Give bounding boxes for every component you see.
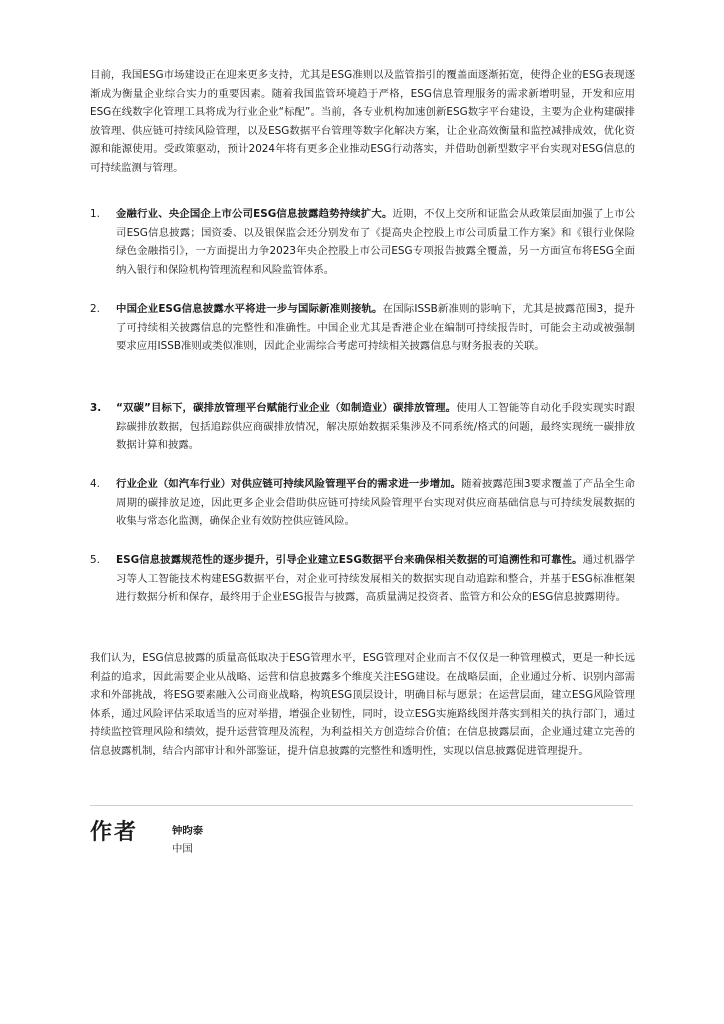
list-item-number: 2.: [90, 303, 100, 315]
list-item-lead: 行业企业（如汽车行业）对供应链可持续风险管理平台的需求进一步增加。: [116, 478, 462, 490]
list-item-text: 随着披露范围3要求覆盖了产品全生命周期的碳排放足迹，因此更多企业会借助供应链可持续风险管理平台实现对供应商基础信息与可持续发展数据的收集与常态化监测，确保企业有效防控供应链风险。: [116, 478, 635, 528]
list-item: [90, 205, 635, 279]
author-heading: 作者: [90, 820, 139, 845]
section-divider: [90, 805, 633, 806]
list-item-lead: “双碳”目标下，碳排放管理平台赋能行业企业（如制造业）碳排放管理。: [116, 402, 457, 414]
list-item: [90, 475, 635, 531]
list-item-number: 4.: [90, 478, 100, 490]
list-item: [90, 399, 635, 455]
author-country: 中国: [172, 843, 193, 855]
list-item: [90, 551, 635, 607]
list-item-body: [116, 399, 635, 455]
list-item-body: [116, 551, 635, 607]
list-item-number: 1.: [90, 208, 100, 220]
list-item-body: [116, 475, 635, 531]
list-item-body: [116, 300, 635, 356]
author-name: 钟昀泰: [172, 825, 204, 837]
list-item-body: [116, 205, 635, 279]
list-item: [90, 300, 635, 356]
list-item-text: 在国际ISSB新准则的影响下，尤其是披露范围3，提升了可持续相关披露信息的完整性和准确性。中国企业尤其是香港企业在编制可持续报告时，可能会主动或被强制要求应用ISSB准则或类似准则，因此企业需综合考虑可持续相关披露信息与财务报表的关联。: [116, 303, 635, 353]
list-item-lead: ESG信息披露规范性的逐步提升，引导企业建立ESG数据平台来确保相关数据的可追溯性和可靠性。: [116, 554, 583, 566]
list-item-lead: 中国企业ESG信息披露水平将进一步与国际新准则接轨。: [116, 303, 383, 315]
list-item-text: 近期，不仅上交所和证监会从政策层面加强了上市公司ESG信息披露；国资委、以及银保监会还分别发布了《提高央企控股上市公司质量工作方案》和《银行业保险绿色金融指引》，一方面提出力争2023年央企控股上市公司ESG专项报告披露全覆盖，另一方面宣布将ESG全面纳入银行和保险机构管理流程和风险监管体系。: [116, 208, 636, 276]
intro-paragraph: 目前，我国ESG市场建设正在迎来更多支持，尤其是ESG准则以及监管指引的覆盖面逐渐拓宽，使得企业的ESG表现逐渐成为衡量企业综合实力的重要因素。随着我国监管环境趋于严格，ESG信息管理服务的需求新增明显，开发和应用ESG在线数字化管理工具将成为行业企业“标配”。当前，各专业机构加速创新ESG数字平台建设，主要为企业构建碳排放管理、供应链可持续风险管理，以及ESG数据平台管理等数字化解决方案，让企业高效衡量和监控减排成效，优化资源和能源使用。受政策驱动，预计2024年将有更多企业推动ESG行动落实，并借助创新型数字平台实现对ESG信息的可持续监测与管理。: [90, 69, 635, 174]
list-item-number: 3.: [90, 402, 102, 414]
conclusion-paragraph: 我们认为，ESG信息披露的质量高低取决于ESG管理水平，ESG管理对企业而言不仅仅是一种管理模式，更是一种长远利益的追求，因此需要企业从战略、运营和信息披露多个维度关注ESG建设。在战略层面，企业通过分析、识别内部需求和外部挑战，将ESG要素融入公司商业战略，构筑ESG顶层设计，明确目标与愿景；在运营层面，建立ESG风险管理体系，通过风险评估采取适当的应对举措，增强企业韧性，同时，设立ESG实施路线图并落实到相关的执行部门，通过持续监控管理风险和绩效，提升运营管理及流程，为利益相关方创造综合价值；在信息披露层面，企业通过建立完善的信息披露机制，结合内部审计和外部鉴证，提升信息披露的完整性和透明性，实现以信息披露促进管理提升。: [90, 652, 635, 757]
list-item-text: 使用人工智能等自动化手段实现实时跟踪碳排放数据，包括追踪供应商碳排放情况，解决原始数据采集涉及不同系统/格式的问题，最终实现统一碳排放数据计算和披露。: [116, 402, 636, 452]
list-item-lead: 金融行业、央企国企上市公司ESG信息披露趋势持续扩大。: [116, 208, 393, 220]
list-item-number: 5.: [90, 554, 100, 566]
list-item-text: 通过机器学习等人工智能技术构建ESG数据平台，对企业可持续发展相关的数据实现自动追踪和整合，并基于ESG标准框架进行数据分析和保存，最终用于企业ESG报告与披露，高质量满足投资者、监管方和公众的ESG信息披露期待。: [116, 554, 635, 604]
